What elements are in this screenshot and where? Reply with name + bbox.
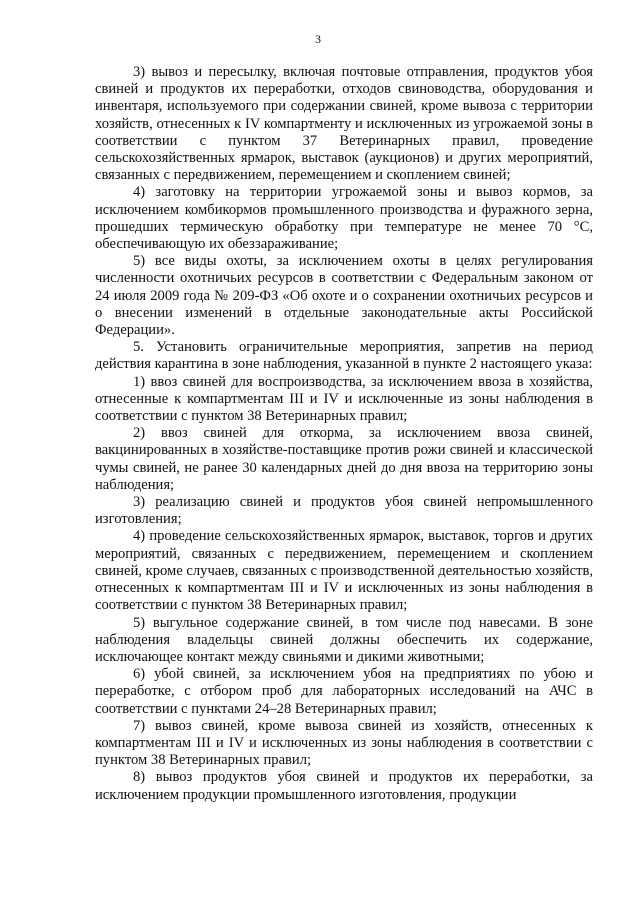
- document-body: [95, 64, 593, 804]
- paragraph-item-5-hunting: 5) все виды охоты, за исключением охоты в целях регулирования численности охотничьих ресурсов в соответствии с Федеральным законом от 24 июля 2009 года № 209-ФЗ «Об охоте и о сохранении охотничьих ресурсов и о внесении изменений в отдельные законодательные акты Российской Федерации».: [95, 253, 593, 339]
- paragraph-item-6-slaughter: 6) убой свиней, за исключением убоя на предприятиях по убою и переработке, с отбором проб для лабораторных исследований на АЧС в соответствии с пунктами 24–28 Ветеринарных правил;: [95, 666, 593, 717]
- paragraph-item-1-breeding: 1) ввоз свиней для воспроизводства, за исключением ввоза в хозяйства, отнесенные к компартментам III и IV и исключенные из зоны наблюдения в соответствии с пунктом 38 Ветеринарных правил;: [95, 373, 593, 425]
- paragraph-item-5-free-range: 5) выгульное содержание свиней, в том числе под навесами. В зоне наблюдения владельцы свиней должны обеспечить их содержание, исключающее контакт между свиньями и дикими животными;: [95, 614, 593, 665]
- paragraph-item-4-feed: 4) заготовку на территории угрожаемой зоны и вывоз кормов, за исключением комбикормов промышленного производства и фуражного зерна, прошедших термическую обработку при температуре не менее 70 °С, обеспечивающую их обеззараживание;: [95, 184, 593, 253]
- paragraph-item-3-sale: 3) реализацию свиней и продуктов убоя свиней непромышленного изготовления;: [95, 494, 593, 528]
- paragraph-item-4-fairs: 4) проведение сельскохозяйственных ярмарок, выставок, торгов и других мероприятий, связанных с передвижением, перемещением и скоплением свиней, кроме случаев, связанных с производственной деятельностью хозяйств, отнесенных к компартментам III и IV и исключенных из зоны наблюдения в соответствии с пунктом 38 Ветеринарных правил;: [95, 528, 593, 614]
- paragraph-item-7-pig-export: 7) вывоз свиней, кроме вывоза свиней из хозяйств, отнесенных к компартментам III и IV и исключенных из зоны наблюдения в соответствии с пунктом 38 Ветеринарных правил;: [95, 717, 593, 769]
- paragraph-item-3-export: 3) вывоз и пересылку, включая почтовые отправления, продуктов убоя свиней и продуктов их переработки, отходов свиноводства, оборудования и инвентаря, используемого при содержании свиней, кроме вывоза с территории хозяйств, отнесенных к IV компартменту и исключенных из угрожаемой зоны в соответствии с пунктом 37 Ветеринарных правил, проведение сельскохозяйственных ярмарок, выставок (аукционов) и других мероприятий, связанных с передвижением, перемещением и скоплением свиней;: [95, 64, 593, 184]
- page-number: 3: [315, 32, 321, 46]
- paragraph-item-2-fattening: 2) ввоз свиней для откорма, за исключением ввоза свиней, вакцинированных в хозяйстве-поставщике против рожи свиней и классической чумы свиней, не ранее 30 календарных дней до дня ввоза на территорию зоны наблюдения;: [95, 425, 593, 493]
- paragraph-section-5: 5. Установить ограничительные мероприятия, запретив на период действия карантина в зоне наблюдения, указанной в пункте 2 настоящего указа:: [95, 339, 593, 373]
- paragraph-item-8-product-export: 8) вывоз продуктов убоя свиней и продуктов их переработки, за исключением продукции промышленного изготовления, продукции: [95, 769, 593, 803]
